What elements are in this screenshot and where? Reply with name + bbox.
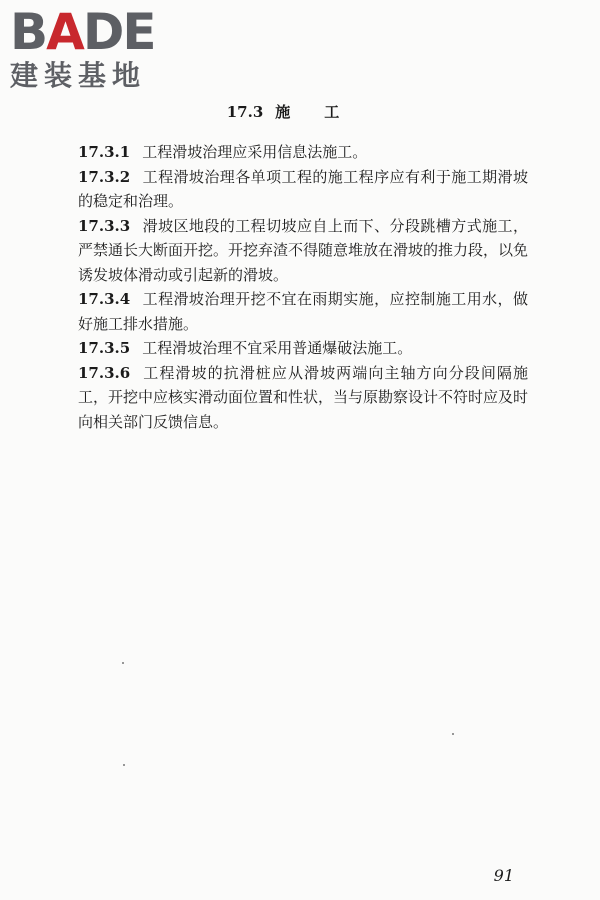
page-number: 91 [493,866,514,885]
clause-item [78,361,528,435]
clause-number: 17.3.6 [78,363,131,382]
clause-item [78,140,528,165]
clause-number: 17.3.2 [78,167,131,186]
clause-text: 工程滑坡治理各单项工程的施工程序应有利于施工期滑坡的稳定和治理。 [78,167,528,210]
watermark-brand [10,4,155,60]
section-title: 施工 [275,103,374,121]
watermark-logo [6,4,176,96]
clause-item [78,165,528,214]
clause-item [78,336,528,361]
clause-list [78,140,528,434]
watermark-brand-accent: A [46,3,83,61]
clause-text: 工程滑坡的抗滑桩应从滑坡两端向主轴方向分段间隔施工，开挖中应核实滑动面位置和性状，当与原勘察设计不符时应及时向相关部门反馈信息。 [78,363,529,431]
clause-text: 工程滑坡治理不宜采用普通爆破法施工。 [142,339,413,357]
clause-item [78,287,528,336]
watermark-subtitle: 建装基地 [10,59,147,92]
scan-speck [123,764,125,766]
watermark-brand-right: DE [82,3,155,61]
section-number: 17.3 [226,103,264,121]
clause-text: 工程滑坡治理开挖不宜在雨期实施，应控制施工用水，做好施工排水措施。 [78,290,528,333]
clause-item [78,214,528,288]
clause-number: 17.3.3 [78,216,131,235]
scan-speck [122,662,124,664]
clause-number: 17.3.5 [78,339,131,357]
clause-number: 17.3.4 [78,290,131,308]
clause-text: 工程滑坡治理应采用信息法施工。 [142,143,368,161]
section-heading [0,100,600,124]
clause-text: 滑坡区地段的工程切坡应自上而下、分段跳槽方式施工，严禁通长大断面开挖。开挖弃渣不得随意堆放在滑坡的推力段，以免诱发坡体滑动或引起新的滑坡。 [78,216,529,284]
scan-speck [452,733,454,735]
clause-number: 17.3.1 [78,143,131,161]
watermark-brand-left: B [10,3,47,61]
